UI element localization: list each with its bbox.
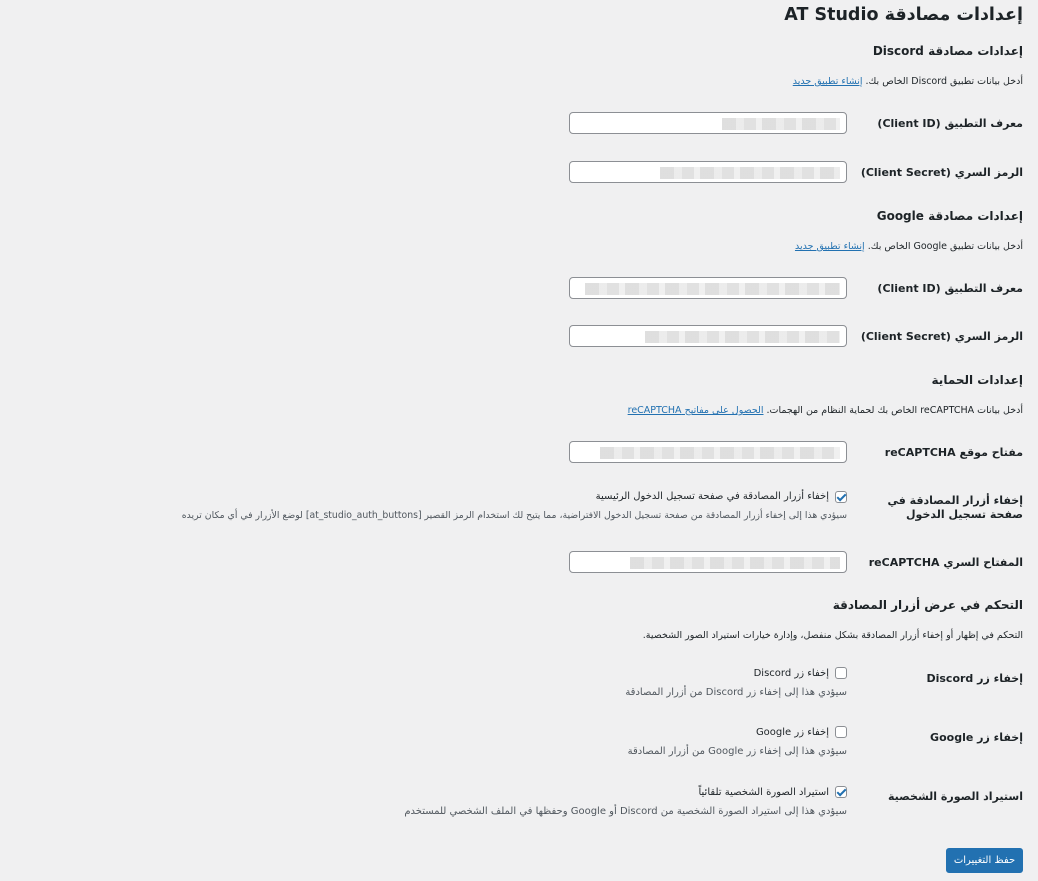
display-section-description: التحكم في إظهار أو إخفاء أزرار المصادقة بشكل منفصل، وإدارة خيارات استيراد الصور الشخصية. — [642, 630, 1023, 641]
security-section-title: إعدادات الحماية — [931, 373, 1023, 387]
google-description-text: أدخل بيانات تطبيق Google الخاص بك. — [867, 241, 1023, 252]
hide-discord-checkbox[interactable] — [835, 667, 847, 679]
discord-client-id-input[interactable] — [569, 112, 847, 134]
hide-discord-label: إخفاء زر Discord — [926, 672, 1023, 685]
google-client-secret-input[interactable] — [569, 325, 847, 347]
recaptcha-site-key-label: مفتاح موقع reCAPTCHA — [884, 446, 1023, 459]
recaptcha-secret-key-label: المفتاح السري reCAPTCHA — [868, 556, 1023, 569]
discord-section-title: إعدادات مصادقة Discord — [872, 44, 1023, 58]
masked-value — [585, 283, 840, 295]
masked-value — [600, 447, 840, 459]
masked-value — [660, 167, 840, 179]
masked-value — [722, 118, 840, 130]
avatar-import-description: سيؤدي هذا إلى استيراد الصورة الشخصية من Discord أو Google وحفظها في الملف الشخصي للمستخدم — [404, 806, 847, 817]
discord-client-secret-label: الرمز السري (Client Secret) — [860, 166, 1023, 179]
discord-client-id-label: معرف التطبيق (Client ID) — [877, 117, 1023, 130]
recaptcha-keys-link[interactable]: الحصول على مفاتيح reCAPTCHA — [627, 405, 764, 416]
google-client-id-input[interactable] — [569, 277, 847, 299]
display-section-title: التحكم في عرض أزرار المصادقة — [832, 598, 1023, 612]
avatar-import-label: استيراد الصورة الشخصية — [888, 790, 1023, 803]
masked-value — [630, 557, 840, 569]
hide-login-buttons-description: سيؤدي هذا إلى إخفاء أزرار المصادقة من صفحة تسجيل الدخول الافتراضية، مما يتيح لك استخدام الرمز القصير [at_studio_auth_buttons] لوضع الأزرار في أي مكان تريده — [181, 510, 847, 521]
hide-google-description: سيؤدي هذا إلى إخفاء زر Google من أزرار المصادقة — [627, 746, 847, 757]
page-title: إعدادات مصادقة AT Studio — [784, 5, 1023, 25]
hide-login-buttons-checkbox[interactable] — [835, 491, 847, 503]
google-client-secret-label: الرمز السري (Client Secret) — [860, 330, 1023, 343]
avatar-import-checkbox[interactable] — [835, 786, 847, 798]
discord-create-app-link[interactable]: إنشاء تطبيق جديد — [792, 76, 863, 87]
hide-login-buttons-checkbox-label[interactable]: إخفاء أزرار المصادقة في صفحة تسجيل الدخول الرئيسية — [595, 491, 829, 502]
discord-section-description — [793, 76, 1023, 87]
security-section-description — [628, 405, 1023, 416]
discord-client-secret-input[interactable] — [569, 161, 847, 183]
masked-value — [645, 331, 840, 343]
recaptcha-site-key-input[interactable] — [569, 441, 847, 463]
security-description-text: أدخل بيانات reCAPTCHA الخاص بك لحماية النظام من الهجمات. — [766, 405, 1023, 416]
hide-google-checkbox-label[interactable]: إخفاء زر Google — [755, 727, 829, 738]
hide-discord-description: سيؤدي هذا إلى إخفاء زر Discord من أزرار المصادقة — [625, 687, 847, 698]
recaptcha-secret-key-input[interactable] — [569, 551, 847, 573]
hide-google-label: إخفاء زر Google — [930, 731, 1023, 744]
hide-discord-checkbox-label[interactable]: إخفاء زر Discord — [753, 668, 829, 679]
google-client-id-label: معرف التطبيق (Client ID) — [877, 282, 1023, 295]
google-section-title: إعدادات مصادقة Google — [876, 209, 1023, 223]
save-button[interactable]: حفظ التغييرات — [946, 848, 1023, 873]
avatar-import-checkbox-label[interactable]: استيراد الصورة الشخصية تلقائياً — [698, 787, 829, 798]
google-create-app-link[interactable]: إنشاء تطبيق جديد — [794, 241, 865, 252]
hide-google-checkbox[interactable] — [835, 726, 847, 738]
discord-description-text: أدخل بيانات تطبيق Discord الخاص بك. — [865, 76, 1023, 87]
hide-login-buttons-label: إخفاء أزرار المصادقة في صفحة تسجيل الدخول — [887, 494, 1023, 521]
google-section-description — [795, 241, 1023, 252]
